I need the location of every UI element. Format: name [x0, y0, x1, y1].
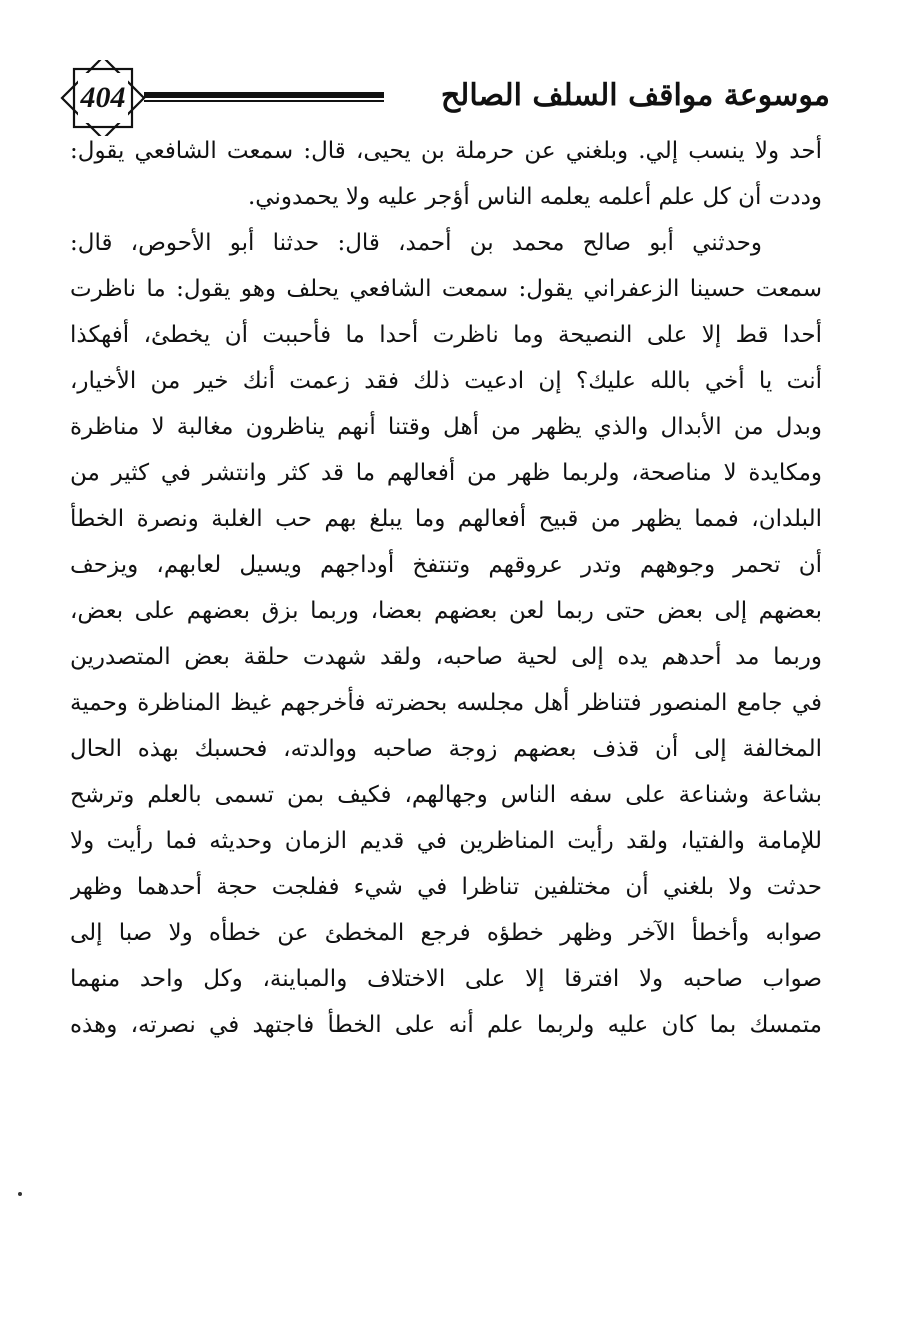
text-line-paragraph-start: وحدثني أبو صالح محمد بن أحمد، قال: حدثنا أبو الأحوص، قال: — [70, 230, 762, 256]
page-number-badge — [60, 60, 146, 136]
text-line: بعضهم إلى بعض حتى ربما لعن بعضهم بعضا، وربما بزق بعضهم على بعض، — [70, 598, 822, 624]
text-line: المخالفة إلى أن قذف بعضهم زوجة صاحبه ووالدته، فحسبك بهذه الحال — [70, 736, 822, 762]
text-line: أنت يا أخي بالله عليك؟ إن ادعيت ذلك فقد زعمت أنك خير من الأخيار، — [70, 368, 822, 394]
text-line: وبدل من الأبدال والذي يظهر من أهل وقتنا أنهم يناظرون مغالبة لا مناظرة — [70, 414, 822, 440]
text-line: صواب صاحبه ولا افترقا إلا على الاختلاف والمباينة، وكل واحد منهما — [70, 966, 822, 992]
page-body — [70, 128, 822, 1048]
text-line: البلدان، فمما يظهر من قبيح أفعالهم وما يبلغ بهم حب الغلبة ونصرة الخطأ — [70, 506, 822, 532]
series-title: موسوعة مواقف السلف الصالح — [440, 78, 830, 113]
text-line: في جامع المنصور فتناظر أهل مجلسه بحضرته فأخرجهم غيظ المناظرة وحمية — [70, 690, 822, 716]
text-line: أحد ولا ينسب إلي. وبلغني عن حرملة بن يحيى، قال: سمعت الشافعي يقول: — [70, 138, 822, 164]
header-rule — [144, 90, 384, 104]
header-rule-thick — [144, 92, 384, 98]
text-line: أن تحمر وجوههم وتدر عروقهم وتنتفخ أوداجهم ويسيل لعابهم، ويزحف — [70, 552, 822, 578]
header-rule-thin — [144, 100, 384, 102]
text-line: بشاعة وشناعة على سفه الناس وجهالهم، فكيف بمن تسمى بالعلم وترشح — [70, 782, 822, 808]
scan-speck — [18, 1192, 22, 1196]
text-line: وربما مد أحدهم يده إلى لحية صاحبه، ولقد شهدت حلقة بعض المتصدرين — [70, 644, 822, 670]
text-line: وددت أن كل علم أعلمه يعلمه الناس أؤجر عليه ولا يحمدوني. — [247, 184, 822, 210]
text-line: متمسك بما كان عليه ولربما علم أنه على الخطأ فاجتهد في نصرته، وهذه — [70, 1012, 822, 1038]
text-line: حدثت ولا بلغني أن مختلفين تناظرا في شيء ففلجت حجة أحدهما وظهر — [70, 874, 822, 900]
text-line: للإمامة والفتيا، ولقد رأيت المناظرين في قديم الزمان وحديثه فما رأيت ولا — [70, 828, 822, 854]
page-number: 404 — [80, 81, 126, 114]
text-line: أحدا قط إلا على النصيحة وما ناظرت أحدا ما فأحببت أن يخطئ، أفهكذا — [70, 322, 822, 348]
text-line: سمعت حسينا الزعفراني يقول: سمعت الشافعي يحلف وهو يقول: ما ناظرت — [70, 276, 822, 302]
text-line: ومكايدة لا مناصحة، ولربما ظهر من أفعالهم ما قد كثر وانتشر في كثير من — [70, 460, 822, 486]
text-line: صوابه وأخطأ الآخر وظهر خطؤه فرجع المخطئ عن خطأه ولا صبا إلى — [70, 920, 822, 946]
